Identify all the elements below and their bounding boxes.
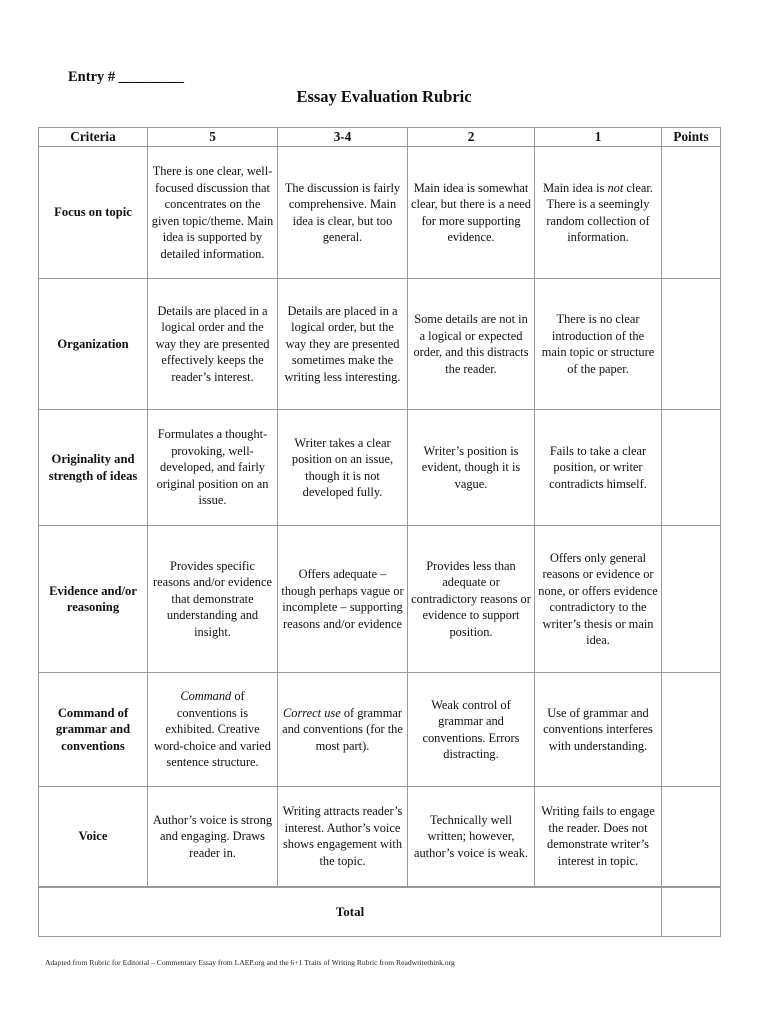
table-row bbox=[39, 410, 721, 526]
score-2-cell: Weak control of grammar and conventions. Errors distracting. bbox=[408, 673, 535, 787]
entry-number-label: Entry # _________ bbox=[68, 69, 184, 85]
score-3-4-cell bbox=[278, 673, 408, 787]
criteria-cell: Organization bbox=[39, 279, 148, 410]
column-header-points: Points bbox=[662, 128, 721, 147]
score-5-cell: There is one clear, well-focused discussion that concentrates on the given topic/theme. Main idea is supported by detailed information. bbox=[148, 147, 278, 279]
criteria-cell: Command of grammar and conventions bbox=[39, 673, 148, 787]
score-5-cell bbox=[148, 673, 278, 787]
score-1-cell: Offers only general reasons or evidence or none, or offers evidence contradictory to the writer’s thesis or main idea. bbox=[535, 526, 662, 673]
total-row bbox=[39, 887, 721, 937]
total-label: Total bbox=[39, 887, 662, 937]
score-3-4-cell: Details are placed in a logical order, but the way they are presented sometimes make the writing less interesting. bbox=[278, 279, 408, 410]
table-row bbox=[39, 787, 721, 887]
score-2-cell: Technically well written; however, author’s voice is weak. bbox=[408, 787, 535, 887]
score-3-4-text: of grammar and conventions (for the most part). bbox=[282, 705, 403, 753]
total-points-cell[interactable] bbox=[662, 887, 721, 937]
criteria-cell: Focus on topic bbox=[39, 147, 148, 279]
points-cell[interactable] bbox=[662, 410, 721, 526]
score-2-cell: Main idea is somewhat clear, but there is a need for more supporting evidence. bbox=[408, 147, 535, 279]
rubric-table bbox=[38, 127, 721, 937]
table-row bbox=[39, 526, 721, 673]
score-1-cell: There is no clear introduction of the main topic or structure of the paper. bbox=[535, 279, 662, 410]
score-5-cell: Details are placed in a logical order and the way they are presented effectively keeps the reader’s interest. bbox=[148, 279, 278, 410]
score-3-4-cell: Writer takes a clear position on an issue, though it is not developed fully. bbox=[278, 410, 408, 526]
points-cell[interactable] bbox=[662, 147, 721, 279]
criteria-cell: Voice bbox=[39, 787, 148, 887]
points-cell[interactable] bbox=[662, 787, 721, 887]
score-2-cell: Writer’s position is evident, though it is vague. bbox=[408, 410, 535, 526]
column-header-2: 2 bbox=[408, 128, 535, 147]
score-1-cell bbox=[535, 147, 662, 279]
score-1-cell: Use of grammar and conventions interferes with understanding. bbox=[535, 673, 662, 787]
column-header-3-4: 3-4 bbox=[278, 128, 408, 147]
score-1-cell: Fails to take a clear position, or writer contradicts himself. bbox=[535, 410, 662, 526]
criteria-cell: Evidence and/or reasoning bbox=[39, 526, 148, 673]
score-5-emphasis: Command bbox=[180, 689, 232, 704]
score-3-4-cell: Writing attracts reader’s interest. Author’s voice shows engagement with the topic. bbox=[278, 787, 408, 887]
score-1-text-start: Main idea is bbox=[543, 180, 608, 195]
score-5-text: of conventions is exhibited. Creative word-choice and varied sentence structure. bbox=[154, 689, 271, 770]
table-row bbox=[39, 673, 721, 787]
table-row bbox=[39, 147, 721, 279]
score-3-4-cell: The discussion is fairly comprehensive. Main idea is clear, but too general. bbox=[278, 147, 408, 279]
points-cell[interactable] bbox=[662, 526, 721, 673]
score-3-4-emphasis: Correct use bbox=[283, 705, 341, 720]
rubric-title: Essay Evaluation Rubric bbox=[296, 87, 472, 106]
score-5-cell: Provides specific reasons and/or evidence that demonstrate understanding and insight. bbox=[148, 526, 278, 673]
footer-attribution: Adapted from Rubric for Editorial – Commentary Essay from LAEP.org and the 6+1 Traits of Writing Rubric from Readwritethink.org bbox=[45, 958, 455, 967]
score-1-emphasis: not bbox=[607, 180, 624, 195]
score-3-4-cell: Offers adequate – though perhaps vague or incomplete – supporting reasons and/or evidence bbox=[278, 526, 408, 673]
column-header-5: 5 bbox=[148, 128, 278, 147]
points-cell[interactable] bbox=[662, 673, 721, 787]
score-5-cell: Author’s voice is strong and engaging. Draws reader in. bbox=[148, 787, 278, 887]
score-1-text-end: clear. There is a seemingly random collection of information. bbox=[546, 180, 653, 244]
header-row bbox=[39, 128, 721, 147]
score-2-cell: Provides less than adequate or contradictory reasons or evidence to support position. bbox=[408, 526, 535, 673]
column-header-criteria: Criteria bbox=[39, 128, 148, 147]
table-row bbox=[39, 279, 721, 410]
score-5-cell: Formulates a thought-provoking, well-developed, and fairly original position on an issue. bbox=[148, 410, 278, 526]
points-cell[interactable] bbox=[662, 279, 721, 410]
score-1-cell: Writing fails to engage the reader. Does not demonstrate writer’s interest in topic. bbox=[535, 787, 662, 887]
column-header-1: 1 bbox=[535, 128, 662, 147]
criteria-cell: Originality and strength of ideas bbox=[39, 410, 148, 526]
score-2-cell: Some details are not in a logical or expected order, and this distracts the reader. bbox=[408, 279, 535, 410]
